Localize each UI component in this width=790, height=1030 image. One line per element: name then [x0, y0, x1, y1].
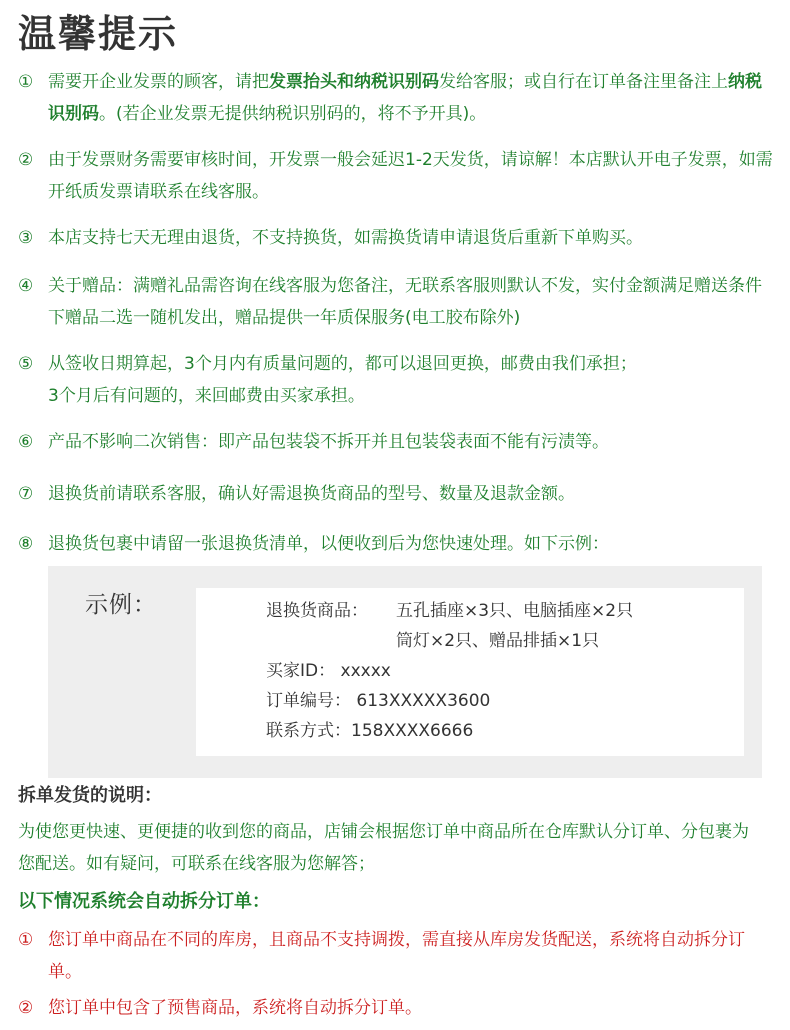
item-number: ① — [18, 72, 34, 92]
split-rule-text: 您订单中商品在不同的库房，且商品不支持调拨，需直接从库房发货配送，系统将自动拆分订单。 — [48, 930, 745, 982]
item-number: ⑦ — [18, 484, 34, 504]
item-number: ⑧ — [18, 534, 34, 554]
split-section-description: 为使您更快速、更便捷的收到您的商品，店铺会根据您订单中商品所在仓库默认分订单、分包裹为您配送。如有疑问，可联系在线客服为您解答； — [18, 822, 749, 874]
notice-text: 退换货前请联系客服，确认好需退换货商品的型号、数量及退款金额。 — [48, 484, 575, 504]
item-number: ② — [18, 998, 34, 1018]
example-goods-label: 退换货商品： — [266, 601, 368, 621]
notice-text: 由于发票财务需要审核时间，开发票一般会延迟1-2天发货，请谅解！本店默认开电子发票，如需开纸质发票请联系在线客服。 — [48, 150, 773, 202]
example-buyer-id: 买家ID： xxxxx — [266, 661, 391, 681]
notice-item-3 — [18, 222, 778, 254]
notice-text: 产品不影响二次销售：即产品包装袋不拆开并且包装袋表面不能有污渍等。 — [48, 432, 609, 452]
emphasis-text: 纳税识别码 — [48, 72, 762, 124]
example-goods-line-2: 筒灯×2只、赠品排插×1只 — [396, 631, 600, 651]
item-number: ⑤ — [18, 354, 34, 374]
notice-text: 需要开企业发票的顾客，请把发票抬头和纳税识别码发给客服；或自行在订单备注里备注上纳税识别码。(若企业发票无提供纳税识别码的，将不予开具)。 — [48, 72, 762, 124]
example-label: 示例： — [85, 592, 157, 618]
notice-text: 从签收日期算起，3个月内有质量问题的，都可以退回更换，邮费由我们承担； 3个月后有问题的，来回邮费由买家承担。 — [48, 354, 637, 406]
notice-item-6 — [18, 426, 778, 458]
example-goods-line-1: 五孔插座×3只、电脑插座×2只 — [396, 601, 634, 621]
split-section-subtitle: 以下情况系统会自动拆分订单： — [18, 891, 270, 912]
notice-item-7 — [18, 478, 778, 510]
item-number: ① — [18, 930, 34, 950]
split-rule-text: 您订单中包含了预售商品，系统将自动拆分订单。 — [48, 998, 422, 1018]
example-order-number: 订单编号： 613XXXXX3600 — [266, 691, 491, 711]
example-box — [48, 566, 762, 778]
notice-item-1 — [18, 66, 778, 130]
split-section-title: 拆单发货的说明： — [18, 785, 162, 806]
item-number: ⑥ — [18, 432, 34, 452]
example-card — [196, 588, 744, 756]
example-contact: 联系方式：158XXXX6666 — [266, 721, 474, 741]
notice-item-2 — [18, 144, 778, 208]
notice-text: 退换货包裹中请留一张退换货清单，以便收到后为您快速处理。如下示例： — [48, 534, 609, 554]
emphasis-text: 发票抬头和纳税识别码 — [269, 72, 439, 92]
notice-text: 本店支持七天无理由退货，不支持换货，如需换货请申请退货后重新下单购买。 — [48, 228, 643, 248]
notice-item-5 — [18, 348, 778, 412]
notice-item-4 — [18, 270, 778, 334]
split-rule-1 — [18, 924, 758, 988]
notice-text: 关于赠品：满赠礼品需咨询在线客服为您备注，无联系客服则默认不发，实付金额满足赠送条件下赠品二选一随机发出，赠品提供一年质保服务(电工胶布除外) — [48, 276, 762, 328]
item-number: ② — [18, 150, 34, 170]
page-title: 温馨提示 — [18, 12, 179, 56]
item-number: ④ — [18, 276, 34, 296]
notice-item-8 — [18, 528, 778, 560]
item-number: ③ — [18, 228, 34, 248]
split-rule-2 — [18, 992, 758, 1024]
